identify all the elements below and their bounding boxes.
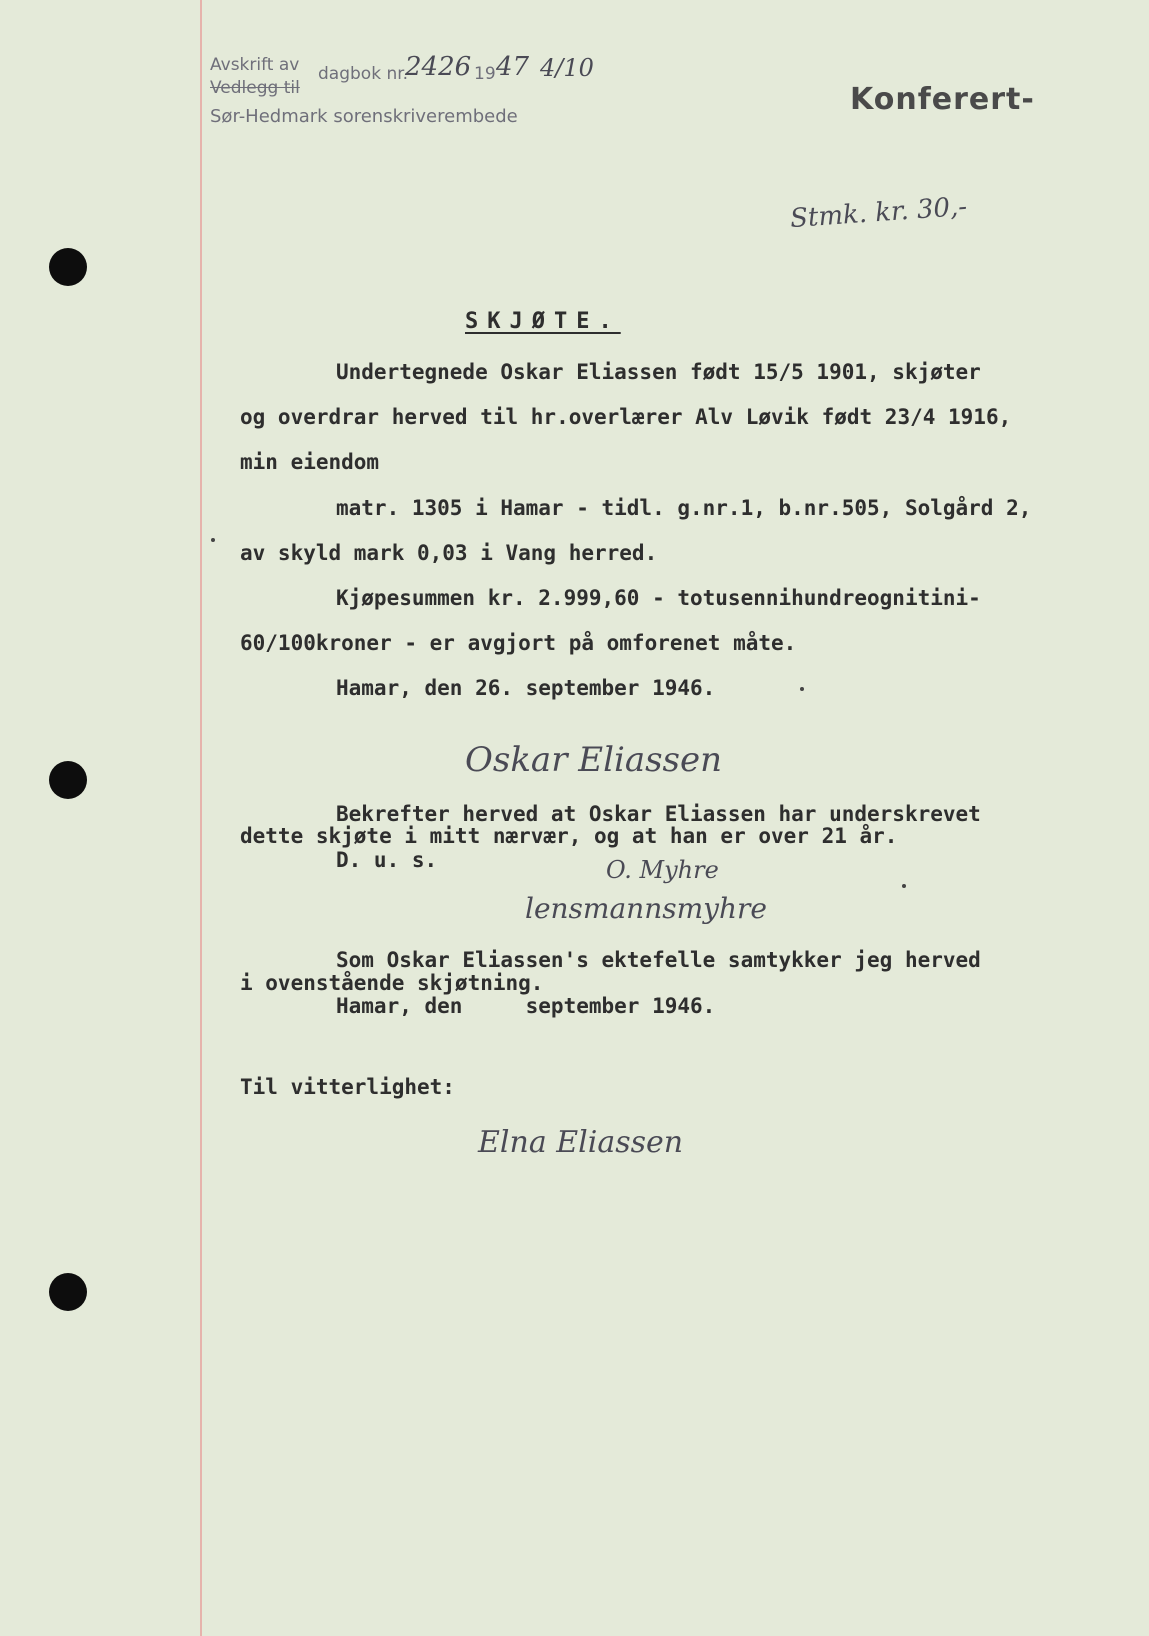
body-line-5: av skyld mark 0,03 i Vang herred. bbox=[240, 541, 658, 565]
consent-line-2: i ovenstående skjøtning. bbox=[240, 971, 544, 995]
body-line-4: matr. 1305 i Hamar - tidl. g.nr.1, b.nr.505, Solgård 2, bbox=[336, 496, 1032, 520]
punch-hole-middle bbox=[49, 761, 87, 799]
til-vitterlighet: Til vitterlighet: bbox=[240, 1075, 455, 1099]
ink-dot bbox=[800, 687, 804, 691]
witness-title-signature: lensmannsmyhre bbox=[525, 892, 767, 925]
year-suffix: 47 bbox=[496, 52, 530, 82]
consent-line-3: Hamar, den september 1946. bbox=[336, 994, 716, 1018]
stamp-year: 19 bbox=[474, 64, 496, 84]
stamp-date: 4/10 bbox=[540, 54, 594, 82]
stamp-vedlegg: Vedlegg til bbox=[210, 78, 300, 98]
document-title: SKJØTE. bbox=[465, 309, 621, 334]
witness-signature: O. Myhre bbox=[606, 856, 719, 884]
stamp-avskrift: Avskrift av bbox=[210, 55, 300, 75]
stamp-office: Sør-Hedmark sorenskriverembede bbox=[210, 106, 518, 127]
dagbok-number: 2426 bbox=[405, 52, 472, 82]
stamp-fee-note: Stmk. kr. 30,- bbox=[789, 191, 969, 235]
body-line-3: min eiendom bbox=[240, 450, 380, 474]
body-line-7: 60/100kroner - er avgjort på omforenet måte. bbox=[240, 631, 797, 655]
ink-dot bbox=[902, 884, 906, 888]
body-line-1: Undertegnede Oskar Eliassen født 15/5 1901, skjøter bbox=[336, 360, 981, 384]
signature-spouse: Elna Eliassen bbox=[478, 1125, 684, 1160]
margin-rule bbox=[200, 0, 202, 1636]
konferert-stamp: Konferert- bbox=[850, 82, 1035, 117]
confirm-line-2: dette skjøte i mitt nærvær, og at han er over 21 år. bbox=[240, 824, 898, 848]
confirm-line-1: Bekrefter herved at Oskar Eliassen har underskrevet bbox=[336, 802, 981, 826]
ink-dot bbox=[211, 538, 215, 542]
stamp-dagbok: dagbok nr. bbox=[318, 64, 409, 84]
confirm-line-3: D. u. s. bbox=[336, 848, 438, 872]
body-line-6: Kjøpesummen kr. 2.999,60 - totusennihundreognitini- bbox=[336, 586, 981, 610]
body-line-8: Hamar, den 26. september 1946. bbox=[336, 676, 716, 700]
consent-line-1: Som Oskar Eliassen's ektefelle samtykker jeg herved bbox=[336, 948, 981, 972]
punch-hole-bottom bbox=[49, 1273, 87, 1311]
signature-seller: Oskar Eliassen bbox=[465, 740, 723, 780]
punch-hole-top bbox=[49, 248, 87, 286]
body-line-2: og overdrar herved til hr.overlærer Alv Løvik født 23/4 1916, bbox=[240, 405, 1012, 429]
